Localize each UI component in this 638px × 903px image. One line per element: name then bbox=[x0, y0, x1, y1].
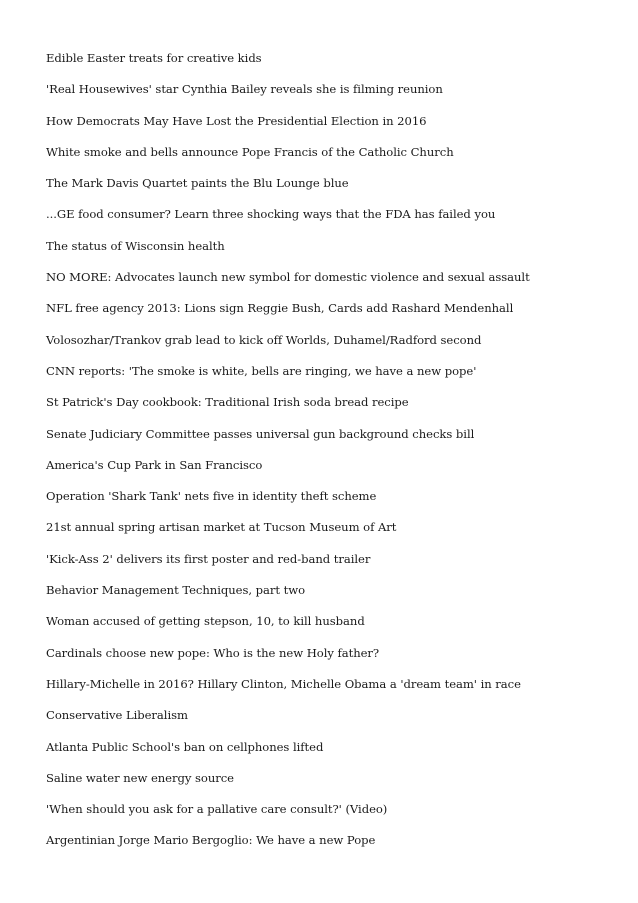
headline-item: 'Kick-Ass 2' delivers its first poster and red-band trailer bbox=[46, 551, 371, 566]
headline-item: CNN reports: 'The smoke is white, bells are ringing, we have a new pope' bbox=[46, 363, 477, 378]
headline-item: America's Cup Park in San Francisco bbox=[46, 457, 263, 472]
headline-item: How Democrats May Have Lost the Presidential Election in 2016 bbox=[46, 113, 427, 128]
headline-item: NFL free agency 2013: Lions sign Reggie Bush, Cards add Rashard Mendenhall bbox=[46, 301, 514, 316]
headline-item: Behavior Management Techniques, part two bbox=[46, 583, 306, 598]
headline-list bbox=[46, 49, 606, 863]
headline-item: Operation 'Shark Tank' nets five in identity theft scheme bbox=[46, 489, 377, 504]
headline-item: ...GE food consumer? Learn three shocking ways that the FDA has failed you bbox=[46, 207, 496, 222]
headline-item: Atlanta Public School's ban on cellphones lifted bbox=[46, 739, 324, 754]
headline-item: Hillary-Michelle in 2016? Hillary Clinton, Michelle Obama a 'dream team' in race bbox=[46, 676, 521, 691]
headline-item: Argentinian Jorge Mario Bergoglio: We have a new Pope bbox=[46, 833, 376, 848]
headline-item: The status of Wisconsin health bbox=[46, 238, 225, 253]
headline-item: The Mark Davis Quartet paints the Blu Lounge blue bbox=[46, 176, 349, 191]
headline-item: Volosozhar/Trankov grab lead to kick off Worlds, Duhamel/Radford second bbox=[46, 332, 482, 347]
headline-item: Edible Easter treats for creative kids bbox=[46, 51, 262, 65]
headline-item: 21st annual spring artisan market at Tucson Museum of Art bbox=[46, 520, 397, 535]
headline-item: Senate Judiciary Committee passes universal gun background checks bill bbox=[46, 426, 475, 441]
headline-item: NO MORE: Advocates launch new symbol for domestic violence and sexual assault bbox=[46, 270, 530, 285]
headline-item: St Patrick's Day cookbook: Traditional Irish soda bread recipe bbox=[46, 395, 409, 410]
headline-item: 'When should you ask for a pallative care consult?' (Video) bbox=[46, 802, 388, 817]
headline-item: Woman accused of getting stepson, 10, to kill husband bbox=[46, 614, 365, 629]
headline-item: Saline water new energy source bbox=[46, 770, 234, 785]
headline-item: Conservative Liberalism bbox=[46, 708, 188, 723]
headline-item: Cardinals choose new pope: Who is the new Holy father? bbox=[46, 645, 380, 660]
headline-item: White smoke and bells announce Pope Francis of the Catholic Church bbox=[46, 144, 454, 159]
headline-item: 'Real Housewives' star Cynthia Bailey reveals she is filming reunion bbox=[46, 82, 443, 97]
